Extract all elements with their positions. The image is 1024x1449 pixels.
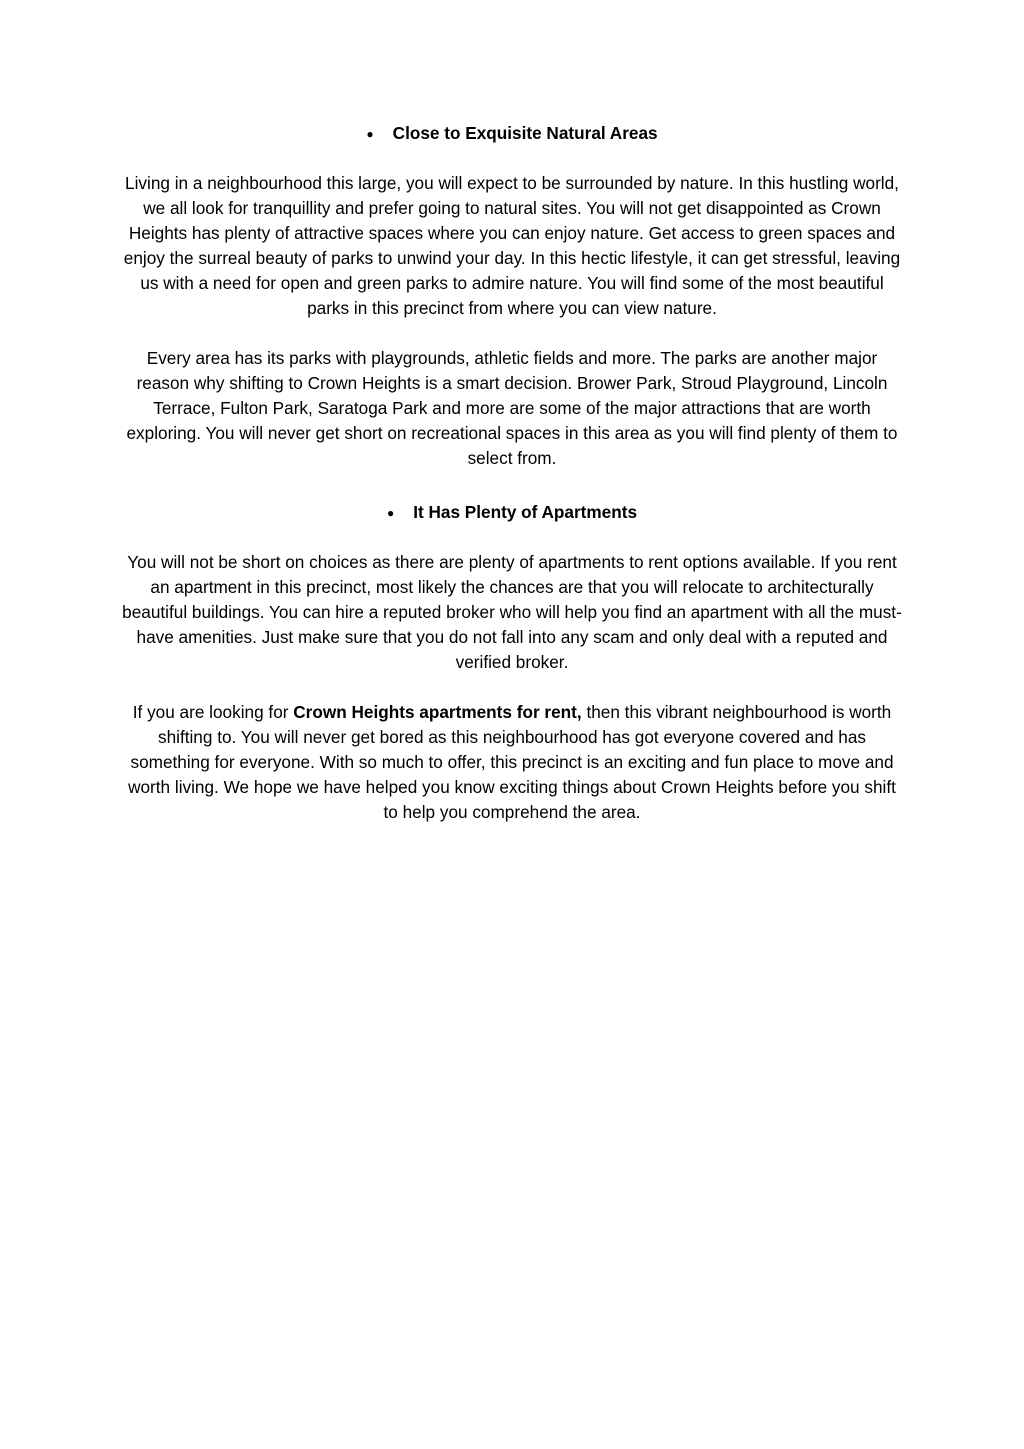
section-heading-natural-areas xyxy=(120,121,904,147)
heading-text: It Has Plenty of Apartments xyxy=(413,502,638,522)
paragraph-apartment-choices: You will not be short on choices as there are plenty of apartments to rent options available. If you rent an apartment in this precinct, most likely the chances are that you will relocate to architecturally beautiful buildings. You can hire a reputed broker who will help you find an apartment with all the must-have amenities. Just make sure that you do not fall into any scam and only deal with a reputed and verified broker. xyxy=(122,552,902,672)
conclusion-text-start: If you are looking for xyxy=(132,702,294,722)
bullet-icon: ● xyxy=(366,127,374,141)
paragraph-nature: Living in a neighbourhood this large, you will expect to be surrounded by nature. In this hustling world, we all look for tranquillity and prefer going to natural sites. You will not get disappointed as Crown Heights has plenty of attractive spaces where you can enjoy nature. Get access to green spaces and enjoy the surreal beauty of parks to unwind your day. In this hectic lifestyle, it can get stressful, leaving us with a need for open and green parks to admire nature. You will find some of the most beautiful parks in this precinct from where you can view nature. xyxy=(123,173,901,318)
document-body xyxy=(120,121,904,825)
paragraph-parks: Every area has its parks with playgrounds, athletic fields and more. The parks are another major reason why shifting to Crown Heights is a smart decision. Brower Park, Stroud Playground, Lincoln Terrace, Fulton Park, Saratoga Park and more are some of the major attractions that are worth exploring. You will never get short on recreational spaces in this area as you will find plenty of them to select from. xyxy=(126,348,898,468)
heading-text: Close to Exquisite Natural Areas xyxy=(392,123,658,143)
bullet-icon: ● xyxy=(386,506,395,520)
paragraph-conclusion xyxy=(120,700,904,825)
crown-heights-apartments-link[interactable]: Crown Heights apartments for rent, xyxy=(293,702,582,722)
conclusion-text-end: then this vibrant neighbourhood is worth shifting to. You will never get bored as this neighbourhood has got everyone covered and has something for everyone. With so much to offer, this precinct is an exciting and fun place to move and worth living. We hope we have helped you know exciting things about Crown Heights before you shift to help you comprehend the area. xyxy=(128,702,896,822)
section-heading-apartments xyxy=(120,500,904,526)
